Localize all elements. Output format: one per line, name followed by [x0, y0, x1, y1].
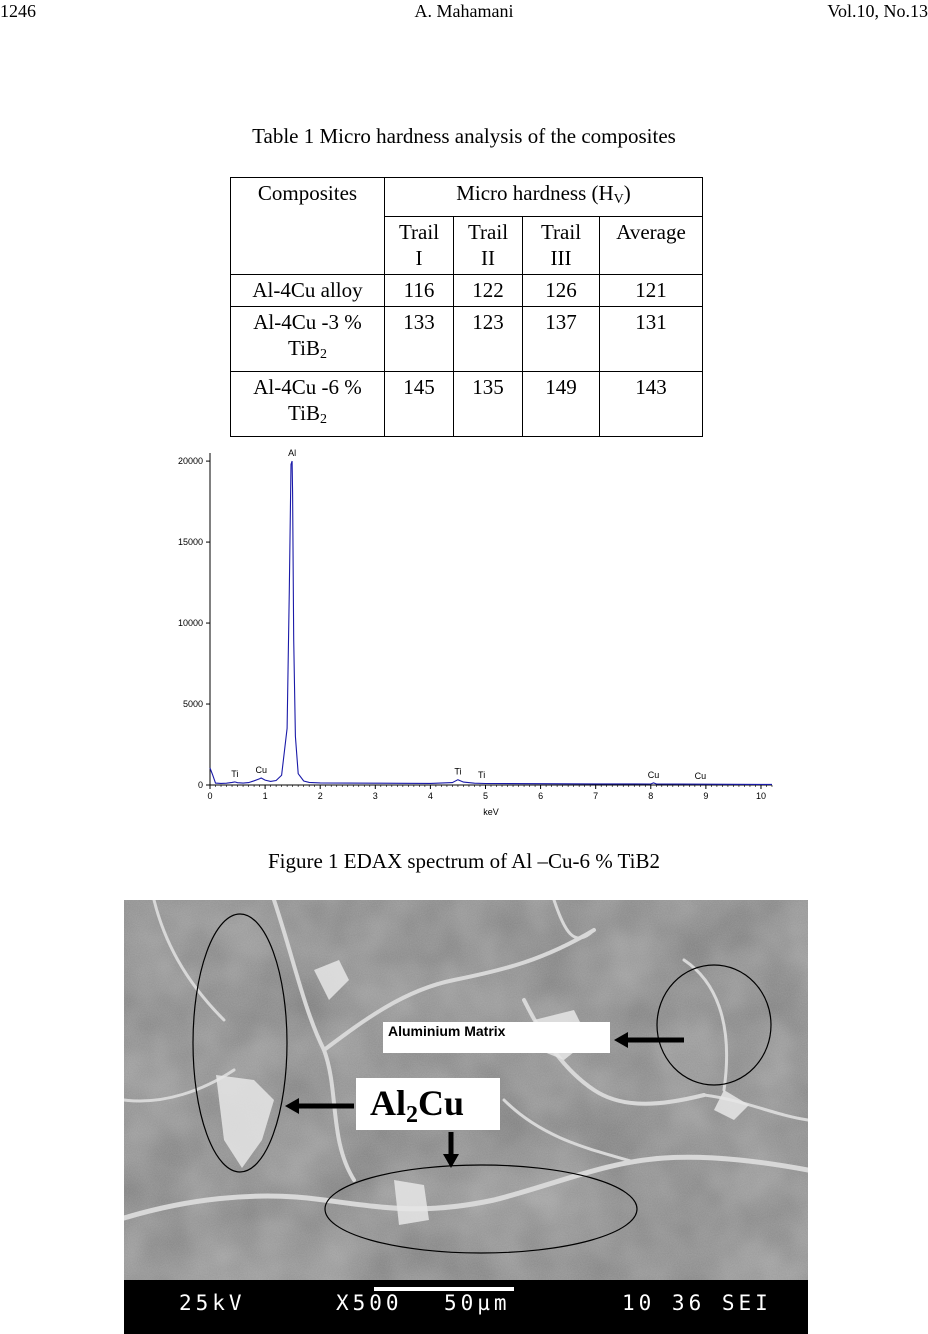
- header-trail-3-l1: Trail: [540, 220, 582, 244]
- page-number: 1246: [0, 1, 36, 21]
- cell-value: 122: [454, 275, 523, 307]
- cell-value: 135: [454, 372, 523, 437]
- cell-value: 123: [454, 307, 523, 372]
- cell-value: 116: [385, 275, 454, 307]
- chart-series: [210, 461, 772, 784]
- header-micro-hardness-text: Micro hardness (H: [456, 181, 614, 205]
- y-tick-label: 5000: [182, 699, 203, 710]
- row-name: [231, 307, 385, 372]
- hardness-table: [230, 177, 703, 437]
- row-name: Al-4Cu alloy: [231, 275, 385, 307]
- header-trail-2-l2: II: [481, 246, 495, 270]
- volume-info: Vol.10, No.13: [827, 1, 928, 21]
- peak-label: Cu: [647, 769, 660, 780]
- x-axis-label: keV: [483, 807, 499, 817]
- header-trail-3: [523, 217, 600, 275]
- row-name: [231, 372, 385, 437]
- chart-ticks: [178, 456, 772, 801]
- databar-magnification: X500: [336, 1291, 403, 1315]
- cell-value: 121: [600, 275, 703, 307]
- edax-spectrum-chart: [160, 445, 790, 825]
- phase-label-subscript: 2: [406, 1102, 418, 1128]
- peak-label: Ti: [478, 770, 486, 781]
- x-tick-label: 10: [755, 791, 766, 801]
- phase-label-end: Cu: [418, 1083, 465, 1123]
- header-average-l1: Average: [616, 220, 686, 244]
- header-composites: Composites: [231, 178, 385, 275]
- phase-label: [370, 1083, 464, 1128]
- x-tick-label: 5: [482, 791, 488, 801]
- x-tick-label: 4: [427, 791, 433, 801]
- chart-axes: [210, 453, 772, 785]
- header-trail-3-l2: III: [550, 246, 572, 270]
- x-tick-label: 3: [372, 791, 378, 801]
- header-average: [600, 217, 703, 275]
- table-row: [231, 372, 703, 437]
- x-tick-label: 1: [262, 791, 268, 801]
- cell-value: 131: [600, 307, 703, 372]
- header-trail-1-l1: Trail: [398, 220, 440, 244]
- databar-scale: 50µm: [444, 1291, 511, 1315]
- row-name-subscript: 2: [319, 412, 327, 427]
- cell-value: 126: [523, 275, 600, 307]
- x-tick-label: 9: [703, 791, 709, 801]
- table-caption: Table 1 Micro hardness analysis of the composites: [252, 124, 676, 148]
- cell-value: 143: [600, 372, 703, 437]
- header-micro-hardness-end: ): [623, 181, 631, 205]
- row-name-l1: Al-4Cu -6 %: [253, 375, 362, 399]
- header-micro-hardness: [385, 178, 703, 217]
- phase-label-main: Al: [370, 1083, 406, 1123]
- x-tick-label: 6: [538, 791, 544, 801]
- header-trail-2-l1: Trail: [467, 220, 509, 244]
- table-header-row: [231, 178, 703, 217]
- peak-label: Cu: [694, 771, 707, 782]
- row-name-l1: Al-4Cu -3 %: [253, 310, 362, 334]
- y-tick-label: 20000: [177, 456, 203, 467]
- sem-micrograph: [124, 900, 808, 1334]
- table-row: [231, 275, 703, 307]
- table-row: [231, 307, 703, 372]
- cell-value: 137: [523, 307, 600, 372]
- x-tick-label: 7: [593, 791, 599, 801]
- header-hv-subscript: V: [613, 192, 624, 207]
- cell-value: 145: [385, 372, 454, 437]
- chart-annotations: [231, 448, 706, 781]
- header-trail-2: [454, 217, 523, 275]
- y-tick-label: 0: [197, 780, 203, 790]
- x-tick-label: 2: [317, 791, 323, 801]
- spectrum-line: [210, 461, 772, 784]
- cell-value: 149: [523, 372, 600, 437]
- peak-label: Ti: [454, 766, 462, 777]
- x-tick-label: 8: [648, 791, 654, 801]
- row-name-l2: TiB: [288, 336, 320, 360]
- row-name-l2: TiB: [288, 401, 320, 425]
- peak-label: Al: [288, 448, 297, 459]
- row-name-subscript: 2: [319, 347, 327, 362]
- header-trail-1: [385, 217, 454, 275]
- databar-voltage: 25kV: [179, 1291, 246, 1315]
- cell-value: 133: [385, 307, 454, 372]
- matrix-label: Aluminium Matrix: [388, 1023, 506, 1039]
- peak-label: Ti: [231, 768, 239, 779]
- y-tick-label: 10000: [177, 618, 203, 629]
- databar-frame: 10 36 SEI: [622, 1291, 772, 1315]
- peak-label: Cu: [255, 765, 267, 776]
- x-tick-label: 0: [207, 791, 213, 801]
- y-tick-label: 15000: [177, 537, 203, 548]
- header-trail-1-l2: I: [415, 246, 423, 270]
- running-author: A. Mahamani: [414, 1, 514, 21]
- figure-caption: Figure 1 EDAX spectrum of Al –Cu-6 % TiB2: [267, 849, 660, 873]
